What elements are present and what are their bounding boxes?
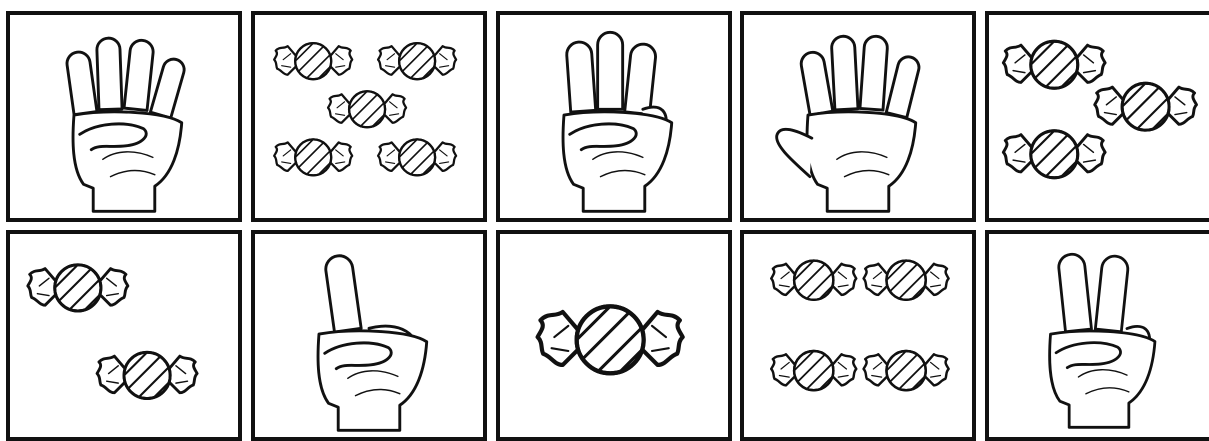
finger-count-card[interactable] <box>496 11 732 222</box>
candy-icon <box>864 341 949 398</box>
candy-count-card[interactable] <box>6 230 242 441</box>
candy-icon <box>328 82 406 135</box>
candy-icon <box>28 253 128 320</box>
hand-icon <box>66 38 187 212</box>
finger-count-card[interactable] <box>740 11 976 222</box>
candy-icon <box>274 130 352 183</box>
candy-icon <box>378 130 456 183</box>
card-illustration <box>10 15 238 218</box>
finger-count-card[interactable] <box>6 11 242 222</box>
candy-icon <box>274 34 352 87</box>
card-illustration <box>744 15 972 218</box>
candy-count-card[interactable] <box>251 11 487 222</box>
hand-icon <box>777 36 922 212</box>
candy-icon <box>771 251 856 308</box>
card-illustration <box>500 234 728 437</box>
finger-count-card[interactable] <box>985 230 1209 441</box>
candy-icon <box>864 251 949 308</box>
candy-icon <box>97 341 197 408</box>
card-illustration <box>989 234 1209 437</box>
candy-count-card[interactable] <box>740 230 976 441</box>
candy-count-card[interactable] <box>496 230 732 441</box>
candy-icon <box>1095 71 1197 140</box>
card-illustration <box>10 234 238 437</box>
hand-icon <box>318 254 427 430</box>
finger-count-card[interactable] <box>251 230 487 441</box>
candy-icon <box>538 290 683 388</box>
candy-icon <box>378 34 456 87</box>
hand-icon <box>1050 253 1155 427</box>
card-illustration <box>255 234 483 437</box>
hand-icon <box>563 32 672 211</box>
card-illustration <box>500 15 728 218</box>
candy-count-card[interactable] <box>985 11 1209 222</box>
card-illustration <box>989 15 1209 218</box>
candy-icon <box>1003 119 1105 188</box>
card-illustration <box>255 15 483 218</box>
candy-icon <box>771 341 856 398</box>
candy-icon <box>1003 30 1105 99</box>
card-illustration <box>744 234 972 437</box>
